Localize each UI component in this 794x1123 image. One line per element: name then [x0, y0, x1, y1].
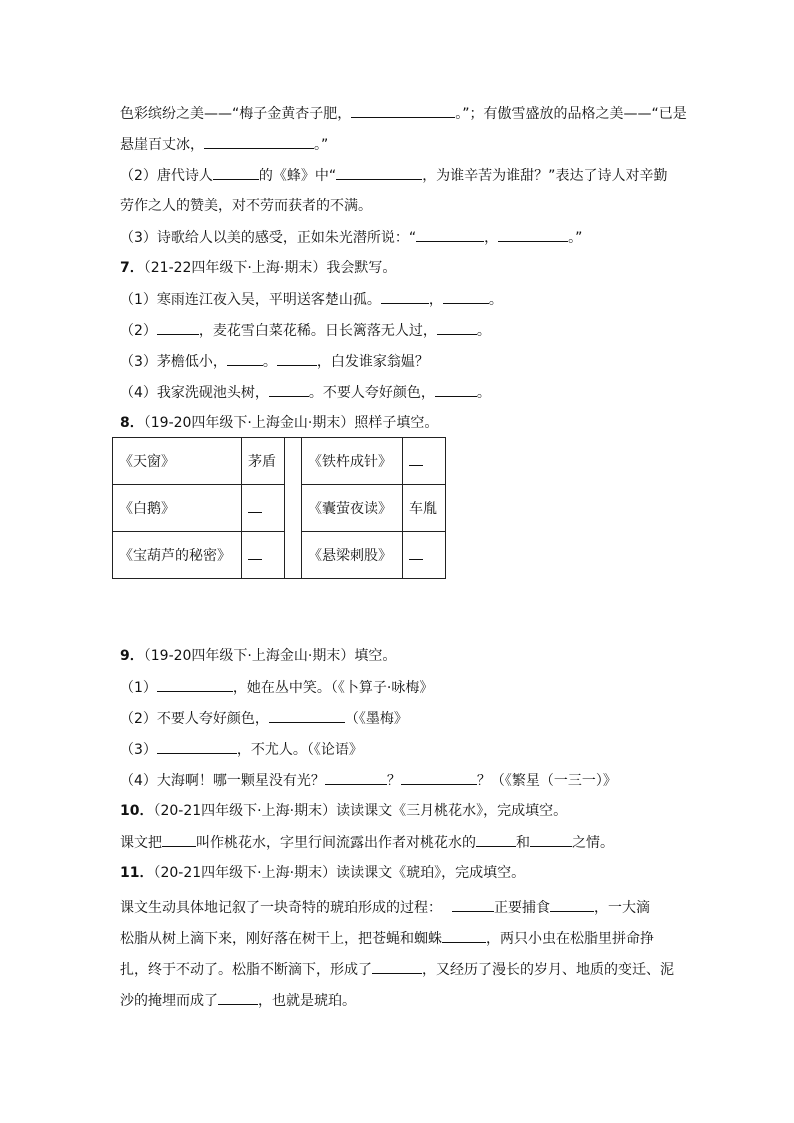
text: 。不要人夸好颜色，	[308, 385, 435, 401]
question-9-4	[120, 770, 617, 791]
text: ，她在丛中笑。（《卜算子·咏梅》	[232, 680, 434, 696]
table-cell: 车胤	[403, 485, 446, 532]
text: （《墨梅》	[344, 711, 408, 727]
text: ？（《繁星（一三一）》	[476, 773, 617, 789]
text: ，也就是琥珀。	[258, 993, 356, 1009]
text: ，两只小虫在松脂里拼命挣	[486, 931, 654, 947]
text: 课文生动具体地记叙了一块奇特的琥珀形成的过程：	[120, 900, 442, 916]
fill-blank[interactable]	[443, 289, 489, 304]
text: ？	[386, 773, 401, 789]
text: 色彩缤纷之美——“梅子金黄杏子肥，	[120, 106, 352, 122]
question-6-2-cont	[120, 196, 372, 216]
question-9-title	[120, 646, 396, 666]
question-source: （19-20四年级下·上海金山·期末）	[143, 415, 355, 431]
text: （1）寒雨连江夜入吴，平明送客楚山孤。	[120, 292, 381, 308]
question-7-2	[120, 320, 491, 341]
question-source: （20-21四年级下·上海·期末）	[153, 803, 337, 819]
fill-blank[interactable]	[435, 382, 477, 397]
text: 沙的掩埋而成了	[120, 993, 218, 1009]
text: ，为谁辛苦为谁甜？”表达了诗人对辛勤	[422, 168, 668, 184]
text: 。	[476, 385, 491, 401]
fill-blank[interactable]	[269, 382, 309, 397]
fill-blank[interactable]	[409, 547, 423, 560]
question-number: 8．	[120, 415, 144, 431]
question-6-2	[120, 165, 667, 186]
text: 和	[516, 835, 530, 851]
question-7-title	[120, 258, 396, 278]
question-text: 读读课文《琥珀》，完成填空。	[336, 865, 526, 881]
example-table	[112, 437, 446, 579]
fill-blank[interactable]	[437, 320, 477, 335]
text: （3）诗歌给人以美的感受，正如朱光潜所说：“	[120, 230, 417, 246]
fill-blank[interactable]	[409, 453, 423, 466]
question-10-1	[120, 832, 614, 853]
question-7-1	[120, 289, 503, 310]
fill-blank[interactable]	[157, 739, 237, 754]
question-number: 10．	[120, 803, 154, 819]
text: 。”	[314, 137, 329, 153]
question-9-3	[120, 739, 363, 760]
question-10-title	[120, 801, 567, 821]
fill-blank[interactable]	[213, 165, 259, 180]
text: （3）	[120, 742, 157, 758]
fill-blank[interactable]	[550, 897, 594, 912]
table-row	[113, 485, 446, 532]
question-6-3	[120, 227, 582, 248]
question-number: 11．	[120, 865, 154, 881]
question-text: 填空。	[354, 648, 397, 664]
text: 。	[488, 292, 503, 308]
text: 课文把	[120, 835, 162, 851]
fill-blank[interactable]	[476, 832, 516, 847]
text: ，不尤人。（《论语》	[236, 742, 363, 758]
fill-blank[interactable]	[530, 832, 572, 847]
text: 。”	[568, 230, 583, 246]
table-answer-cell[interactable]	[403, 532, 446, 579]
text: （3）茅檐低小，	[120, 354, 227, 370]
text: ，又经历了漫长的岁月、地质的变迁、泥	[422, 962, 674, 978]
question-11-title	[120, 863, 525, 883]
question-7-3	[120, 351, 429, 372]
question-source: （21-22四年级下·上海·期末）	[143, 260, 327, 276]
text: ，一大滴	[594, 900, 650, 916]
fill-blank[interactable]	[416, 227, 484, 242]
fill-blank[interactable]	[498, 227, 568, 242]
fill-blank[interactable]	[401, 770, 477, 785]
fill-blank[interactable]	[452, 897, 494, 912]
fill-blank[interactable]	[162, 832, 196, 847]
text: 悬崖百丈冰，	[120, 137, 204, 153]
table-answer-cell[interactable]	[242, 532, 285, 579]
table-cell: 茅盾	[242, 438, 285, 485]
text: （4）我家洗砚池头树，	[120, 385, 269, 401]
fill-blank[interactable]	[325, 770, 387, 785]
text: （4）大海啊！哪一颗星没有光？	[120, 773, 325, 789]
text: 之情。	[572, 835, 614, 851]
question-11-4	[120, 990, 356, 1011]
table-row	[113, 438, 446, 485]
text: 松脂从树上滴下来，刚好落在树干上，把苍蝇和蜘蛛	[120, 931, 442, 947]
text: 正要捕食	[494, 900, 550, 916]
text: 。	[262, 354, 277, 370]
fill-blank[interactable]	[336, 165, 422, 180]
text: ，	[428, 292, 443, 308]
table-cell: 《白鹅》	[113, 485, 242, 532]
table-cell: 《铁杵成针》	[302, 438, 403, 485]
table-cell: 《悬梁刺股》	[302, 532, 403, 579]
text: 叫作桃花水，字里行间流露出作者对桃花水的	[196, 835, 476, 851]
poem-line-1	[120, 103, 687, 124]
fill-blank[interactable]	[204, 134, 314, 149]
question-text: 照样子填空。	[354, 415, 439, 431]
fill-blank[interactable]	[218, 990, 258, 1005]
question-7-4	[120, 382, 491, 403]
fill-blank[interactable]	[372, 959, 422, 974]
question-9-1	[120, 677, 433, 698]
table-divider	[285, 438, 302, 579]
table-cell: 《囊萤夜读》	[302, 485, 403, 532]
fill-blank[interactable]	[442, 928, 486, 943]
text: 的《蜂》中“	[258, 168, 337, 184]
question-text: 读读课文《三月桃花水》，完成填空。	[336, 803, 568, 819]
question-number: 9．	[120, 648, 144, 664]
question-11-3	[120, 959, 674, 980]
text: 。”；有傲雪盛放的品格之美——“已是	[455, 106, 687, 122]
fill-blank[interactable]	[248, 500, 262, 513]
question-11-1	[120, 897, 650, 918]
text: 扎，终于不动了。松脂不断滴下，形成了	[120, 962, 372, 978]
text: （2）	[120, 323, 157, 339]
fill-blank[interactable]	[381, 289, 429, 304]
fill-blank[interactable]	[248, 547, 262, 560]
text: （2）唐代诗人	[120, 168, 213, 184]
table-row	[113, 532, 446, 579]
text: 。	[476, 323, 491, 339]
text: ，	[484, 230, 499, 246]
poem-line-2	[120, 134, 328, 155]
text: 劳作之人的赞美，对不劳而获者的不满。	[120, 198, 372, 214]
fill-blank[interactable]	[227, 351, 263, 366]
fill-blank[interactable]	[277, 351, 317, 366]
fill-blank[interactable]	[157, 320, 199, 335]
table-cell: 《天窗》	[113, 438, 242, 485]
question-9-2	[120, 708, 408, 729]
table-cell: 《宝葫芦的秘密》	[113, 532, 242, 579]
question-11-2	[120, 928, 654, 949]
question-source: （19-20四年级下·上海金山·期末）	[143, 648, 355, 664]
fill-blank[interactable]	[157, 677, 233, 692]
question-number: 7．	[120, 260, 144, 276]
question-8-title	[120, 413, 438, 433]
table-answer-cell[interactable]	[403, 438, 446, 485]
text: ，麦花雪白菜花稀。日长篱落无人过，	[198, 323, 437, 339]
question-text: 我会默写。	[326, 260, 397, 276]
fill-blank[interactable]	[351, 103, 455, 118]
text: ，白发谁家翁媪？	[316, 354, 429, 370]
text: （2）不要人夸好颜色，	[120, 711, 269, 727]
table-answer-cell[interactable]	[242, 485, 285, 532]
text: （1）	[120, 680, 157, 696]
question-source: （20-21四年级下·上海·期末）	[153, 865, 337, 881]
fill-blank[interactable]	[269, 708, 345, 723]
